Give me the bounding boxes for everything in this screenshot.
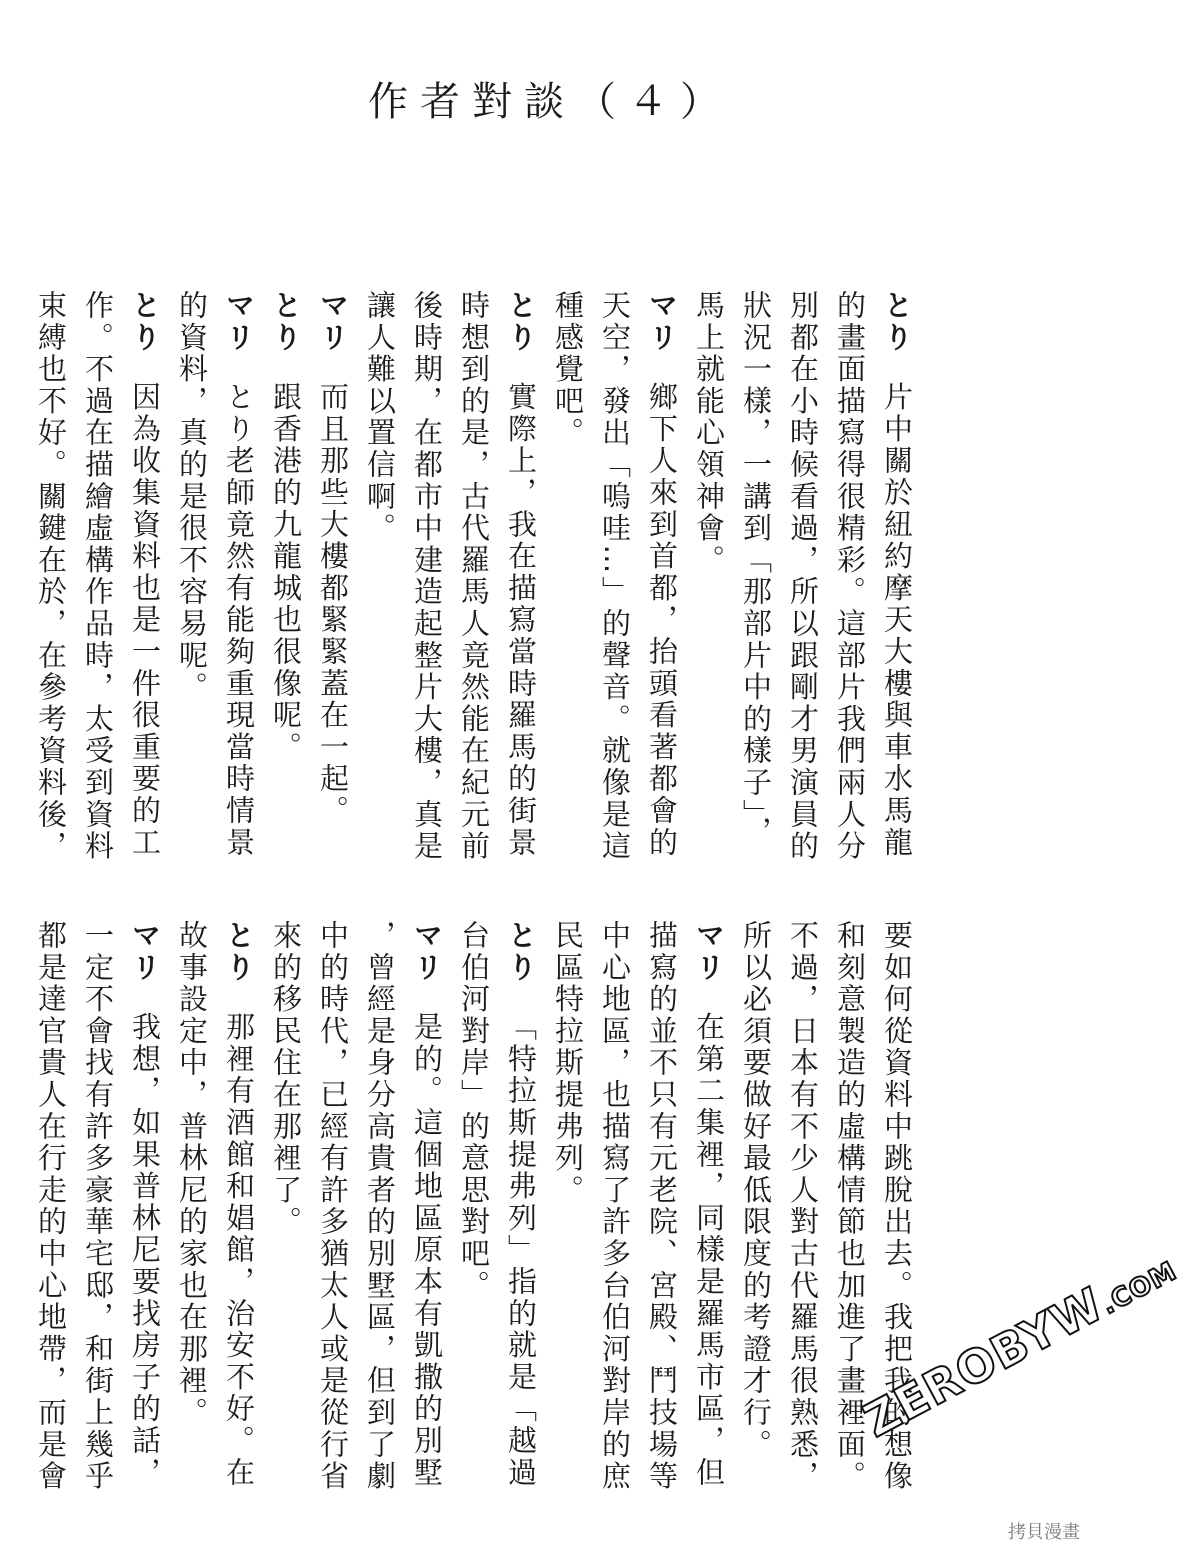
dialogue-column [27, 920, 74, 1493]
dialogue-text: 天空，發出「嗚哇…」的聲音。就像是這 [598, 290, 632, 863]
dialogue-column [732, 290, 779, 850]
dialogue-text: 狀況一樣，一講到「那部片中的樣子」， [739, 290, 773, 848]
dialogue-text: 的畫面描寫得很精彩。這部片我們兩人分 [833, 290, 867, 863]
dialogue-column [873, 290, 920, 859]
dialogue-column [497, 920, 544, 1489]
dialogue-column [450, 920, 497, 1475]
corner-mark: 拷貝漫畫 [1008, 1522, 1080, 1543]
dialogue-text: 故事設定中，普林尼的家也在那裡。 [175, 920, 209, 1429]
dialogue-column [27, 290, 74, 863]
dialogue-column [638, 290, 685, 859]
dialogue-text: 「特拉斯提弗列」指的就是「越過 [504, 1011, 538, 1489]
dialogue-text: 所以必須要做好最低限度的考證才行。 [739, 920, 773, 1461]
dialogue-text: 束縛也不好。關鍵在於，在參考資料後， [34, 290, 68, 863]
dialogue-column [450, 290, 497, 863]
dialogue-text: 別都在小時候看過，所以跟剛才男演員的 [786, 290, 820, 863]
speaker-label: とり [128, 290, 162, 354]
speaker-label: マリ [645, 290, 679, 354]
dialogue-column [262, 290, 309, 850]
dialogue-text: 民區特拉斯提弗列。 [551, 920, 585, 1207]
dialogue-column [121, 290, 168, 859]
dialogue-text: 一定不會找有許多豪華宅邸，和街上幾乎 [81, 920, 115, 1493]
dialogue-text: 都是達官貴人在行走的中心地帶，而是會 [34, 920, 68, 1493]
dialogue-text: 而且那些大樓都緊緊蓋在一起。 [316, 381, 350, 827]
speaker-label: マリ [128, 920, 162, 984]
dialogue-text: 台伯河對岸」的意思對吧。 [457, 920, 491, 1302]
dialogue-text: 那裡有酒館和娼館，治安不好。在 [222, 1011, 256, 1489]
speaker-label: とり [269, 290, 303, 354]
dialogue-column [591, 290, 638, 863]
dialogue-column [74, 920, 121, 1493]
dialogue-block-top [27, 290, 920, 863]
dialogue-text: 時想到的是，古代羅馬人竟然能在紀元前 [457, 290, 491, 863]
dialogue-text: 我想，如果普林尼要找房子的話， [128, 1011, 162, 1489]
dialogue-text: 在第二集裡，同樣是羅馬市區，但 [692, 1011, 726, 1489]
dialogue-column [262, 920, 309, 1475]
dialogue-text: 中心地區，也描寫了許多台伯河對岸的庶 [598, 920, 632, 1493]
dialogue-column [732, 920, 779, 1475]
dialogue-column [591, 920, 638, 1493]
dialogue-column [544, 920, 591, 1475]
dialogue-text: 讓人難以置信啊。 [363, 290, 397, 545]
dialogue-column [168, 290, 215, 850]
dialogue-text: 不過，日本有不少人對古代羅馬很熟悉， [786, 920, 820, 1493]
speaker-label: とり [222, 920, 256, 984]
dialogue-text: 是的。這個地區原本有凱撒的別墅 [410, 1011, 444, 1489]
dialogue-column [403, 920, 450, 1489]
dialogue-column [779, 290, 826, 863]
dialogue-column [74, 290, 121, 863]
dialogue-text: 的資料，真的是很不容易呢。 [175, 290, 209, 704]
speaker-label: とり [880, 290, 914, 354]
dialogue-column [121, 920, 168, 1489]
dialogue-column [779, 920, 826, 1493]
dialogue-text: 跟香港的九龍城也很像呢。 [269, 381, 303, 764]
dialogue-text: 後時期，在都市中建造起整片大樓，真是 [410, 290, 444, 863]
speaker-label: マリ [692, 920, 726, 984]
dialogue-block-bottom [27, 920, 920, 1493]
dialogue-text: 實際上，我在描寫當時羅馬的街景 [504, 381, 538, 859]
page-title: 作者對談（４） [368, 79, 732, 125]
dialogue-column [638, 920, 685, 1493]
dialogue-column [826, 920, 873, 1493]
dialogue-column [403, 290, 450, 863]
dialogue-column [497, 290, 544, 859]
speaker-label: とり [504, 290, 538, 354]
dialogue-text: 馬上就能心領神會。 [692, 290, 726, 577]
dialogue-text: 片中關於紐約摩天大樓與車水馬龍 [880, 381, 914, 859]
dialogue-column [215, 290, 262, 859]
watermark-suffix: .COM [1096, 1256, 1183, 1321]
speaker-label: マリ [410, 920, 444, 984]
dialogue-text: 中的時代，已經有許多猶太人或是從行省 [316, 920, 350, 1493]
speaker-label: とり [504, 920, 538, 984]
watermark-main: ZEROBYW [855, 1276, 1113, 1448]
dialogue-column [356, 920, 403, 1493]
dialogue-text: 因為收集資料也是一件很重要的工 [128, 381, 162, 859]
dialogue-column [168, 920, 215, 1475]
dialogue-column [309, 920, 356, 1493]
dialogue-text: 種感覺吧。 [551, 290, 585, 449]
dialogue-text: とり老師竟然有能夠重現當時情景 [222, 381, 256, 859]
dialogue-text: 要如何從資料中跳脫出去。我把我的想像 [880, 920, 914, 1493]
dialogue-text: 來的移民住在那裡了。 [269, 920, 303, 1238]
dialogue-column [356, 290, 403, 850]
dialogue-text: 鄉下人來到首都，抬頭看著都會的 [645, 381, 679, 859]
speaker-label: マリ [316, 290, 350, 354]
dialogue-text: 作。不過在描繪虛構作品時，太受到資料 [81, 290, 115, 863]
dialogue-text: ，曾經是身分高貴者的別墅區，但到了劇 [363, 920, 397, 1493]
dialogue-column [544, 290, 591, 850]
dialogue-column [826, 290, 873, 863]
dialogue-text: 描寫的並不只有元老院、宮殿、鬥技場等 [645, 920, 679, 1493]
dialogue-column [685, 920, 732, 1489]
speaker-label: マリ [222, 290, 256, 354]
dialogue-column [685, 290, 732, 850]
dialogue-text: 和刻意製造的虛構情節也加進了畫裡面。 [833, 920, 867, 1493]
dialogue-column [215, 920, 262, 1489]
dialogue-column [309, 290, 356, 850]
